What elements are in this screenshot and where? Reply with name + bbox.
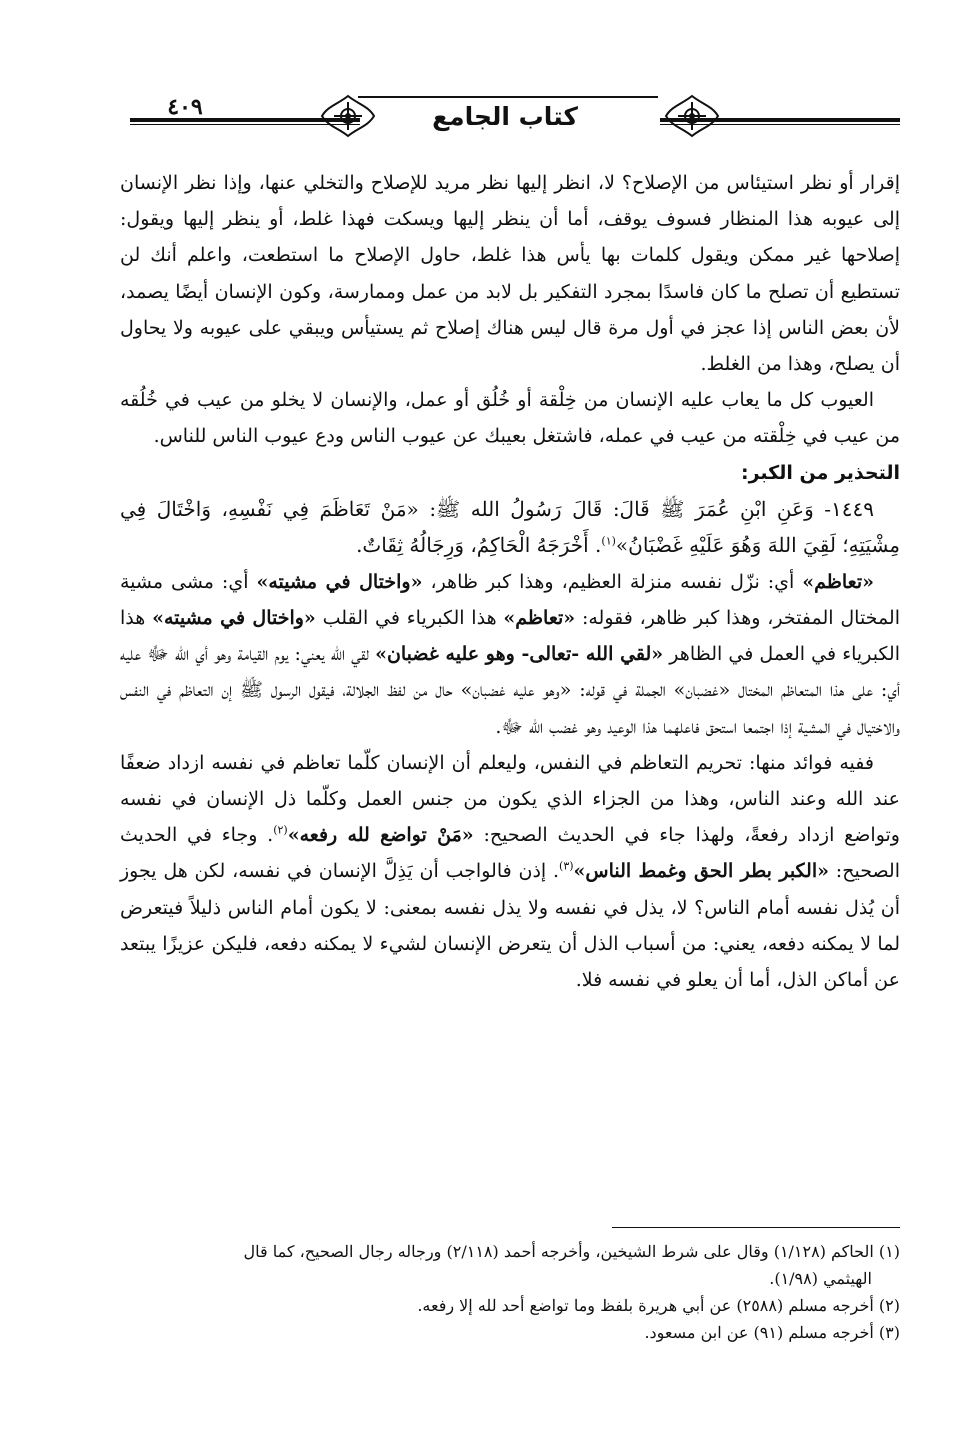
footnote-1-cont: الهيثمي (١/٩٨). <box>769 1269 872 1288</box>
footnotes <box>120 1238 900 1346</box>
quote-laqiya: «لقي الله -تعالى- وهو عليه غضبان» <box>375 643 664 666</box>
footnote-2: (٢) أخرجه مسلم (٢٥٨٨) عن أبي هريرة بلفظ وما تواضع أحد لله إلا رفعه. <box>417 1296 900 1315</box>
footnote-1: (١) الحاكم (١/١٢٨) وقال على شرط الشيخين، وأخرجه أحمد (٢/١١٨) ورجاله رجال الصحيح، كما قال <box>243 1242 900 1261</box>
text-segment: هذا الكبرياء في العمل في الظاهر <box>120 607 900 666</box>
quote-ikhtal: «واختال في مشيته» <box>152 607 316 630</box>
footnote-separator <box>612 1227 900 1228</box>
page-number: ٤٠٩ <box>167 94 203 120</box>
paragraph-3 <box>120 564 900 745</box>
running-title: كتاب الجامع <box>432 102 578 131</box>
quote-kibr: «الكبر بطر الحق وغمط الناس» <box>573 860 829 883</box>
paragraph-4 <box>120 745 900 998</box>
text-segment: هذا الكبرياء في القلب <box>315 607 504 630</box>
footnote-ref-2: (٢) <box>273 823 288 837</box>
text-segment: أي: مشى مشية المختال المفتخر، وهذا كبر ظاهر، فقوله: <box>120 570 900 630</box>
hadith-source: . أَخْرَجَهُ الْحَاكِمُ، وَرِجَالُهُ ثِقَاتٌ. <box>356 533 602 558</box>
header-top-line <box>358 96 658 98</box>
text-segment: . إذن فالواجب أن يَذِلَّ الإنسان في نفسه، لكن هل يجوز أن يُذل نفسه أمام الناس؟ لا، يذل في نفسه ولا يذل نفسه بمعنى: لا يكون أمام الناس ذليلاً فيتعرض لما لا يمكنه دفعه، يعني: من أسباب الذل أن يتعرض الإنسان لشيء لا يمكنه دفعه، فليكن عزيزًا يبتعد عن أماكن الذل، أما أن يعلو في نفسه فلا. <box>120 860 900 992</box>
quote-taazam: «تعاظم» <box>503 607 576 630</box>
footnote-ref-3: (٣) <box>559 860 574 874</box>
quote-tawada: «مَنْ تواضع لله رفعه» <box>287 824 474 847</box>
hadith-text: ١٤٤٩- وَعَنِ ابْنِ عُمَرَ ﷺ قَالَ: قَالَ رَسُولُ الله ﷺ: «مَنْ تَعَاظَمَ فِي نَفْسِهِ، وَاخْتَالَ فِي مِشْيَتِهِ؛ لَقِيَ اللهَ وَهُوَ عَلَيْهِ غَضْبَانُ» <box>120 496 900 558</box>
paragraph-1: إقرار أو نظر استيئاس من الإصلاح؟ لا، انظر إليها نظر مريد للإصلاح والتخلي عنها، وإذا نظر الإنسان إلى عيوبه هذا المنظار فسوف يوقف، أما أن ينظر إليها ويسكت فهذا غلط، أو ينظر إليها ويقول: إصلاحها غير ممكن ويقول كلمات بها يأس هذا غلط، حاول الإصلاح ما استطعت، واعلم أنك لن تستطيع أن تصلح ما كان فاسدًا بمجرد التفكير بل لابد من عمل وممارسة، وكون الإنسان أيضًا يصمد، لأن بعض الناس إذا عجز في أول مرة قال ليس هناك إصلاح ثم يستيأس ويبقي على عيوبه ولا يحاول أن يصلح، وهذا من الغلط. <box>120 172 900 376</box>
page-header <box>0 88 978 168</box>
quote-ikhtal: «واختال في مشيته» <box>256 570 423 593</box>
hadith-1449 <box>120 491 900 564</box>
footnote-ref-1: (١) <box>601 534 616 548</box>
text-segment: ففيه فوائد منها: تحريم التعاظم في النفس، وليعلم أن الإنسان كلّما تعاظم في نفسه ازداد ضعفًا عند الله وعند الناس، وهذا من الجزاء الذي يكون من جنس العمل وكلّما ذل الإنسان في نفسه وتواضع ازداد رفعةً، ولهذا جاء في الحديث الصحيح: <box>120 751 900 847</box>
text-segment: . وجاء في الحديث الصحيح: <box>120 824 901 883</box>
paragraph-2: العيوب كل ما يعاب عليه الإنسان من خِلْقة أو خُلُق أو عمل، والإنسان لا يخلو من عيب في خُلُقه من عيب في خِلْقته من عيب في عمله، فاشتغل بعيبك عن عيوب الناس ودع عيوب الناس للناس. <box>120 389 900 448</box>
quote-taazam: «تعاظم» <box>802 570 874 593</box>
left-ornament-icon <box>318 92 378 140</box>
body-text <box>120 165 900 998</box>
right-ornament-icon <box>662 92 722 140</box>
section-heading: التحذير من الكبر: <box>741 461 900 484</box>
text-segment: لقي الله يعني: يوم القيامة وهو أي الله ﷻ عليه أي: على هذا المتعاظم المختال «غضبان» الجملة في قوله: «وهو عليه غضبان» حال من لفظ الجلالة، فيقول الرسول ﷺ إن التعاظم في النفس والاختيال في المشية إذا اجتمعا استحق فاعلهما هذا الوعيد وهو غضب الله ﷻ. <box>120 643 900 738</box>
text-segment: أي: نزّل نفسه منزلة العظيم، وهذا كبر ظاهر، <box>422 570 803 593</box>
footnote-3: (٣) أخرجه مسلم (٩١) عن ابن مسعود. <box>644 1323 900 1342</box>
